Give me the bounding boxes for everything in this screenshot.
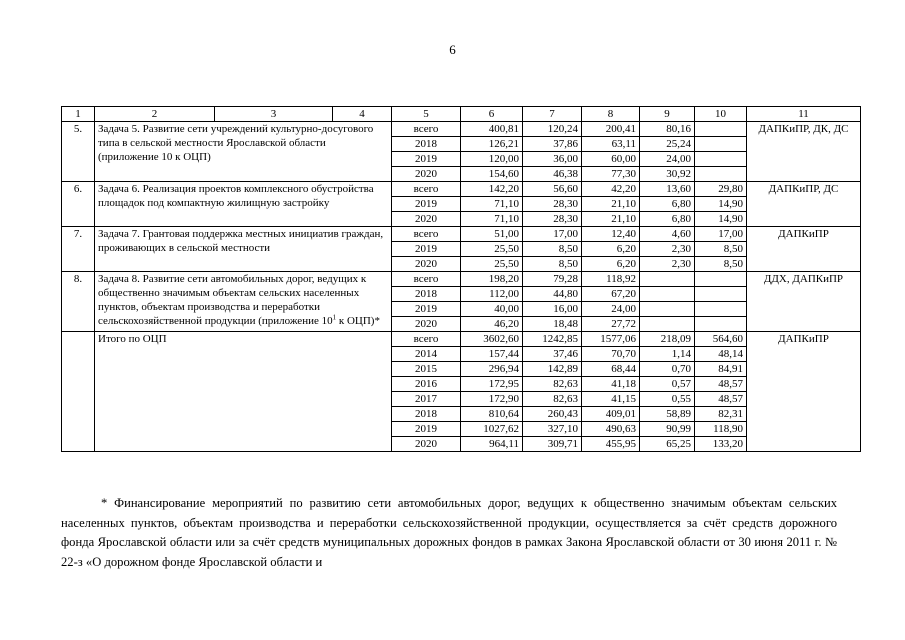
value-cell: 0,70 [640, 362, 695, 377]
value-cell: 172,90 [461, 392, 523, 407]
period-cell: 2014 [392, 347, 461, 362]
value-cell: 6,20 [582, 242, 640, 257]
table-row [62, 332, 861, 347]
value-cell: 79,28 [523, 272, 582, 287]
value-cell: 200,41 [582, 122, 640, 137]
header-cell: 6 [461, 107, 523, 122]
value-cell: 810,64 [461, 407, 523, 422]
header-cell: 10 [695, 107, 747, 122]
table-row [62, 122, 861, 137]
executor-cell: ДАПКиПР [747, 332, 861, 452]
value-cell: 48,14 [695, 347, 747, 362]
value-cell: 14,90 [695, 212, 747, 227]
value-cell: 157,44 [461, 347, 523, 362]
period-cell: 2019 [392, 242, 461, 257]
value-cell: 71,10 [461, 212, 523, 227]
header-row [62, 107, 861, 122]
value-cell [640, 287, 695, 302]
table-row [62, 182, 861, 197]
value-cell: 41,15 [582, 392, 640, 407]
value-cell [695, 302, 747, 317]
financing-table [61, 106, 861, 452]
value-cell: 12,40 [582, 227, 640, 242]
task-text: Задача 5. Развитие сети учреждений культурно-досугового типа в сельской местности Ярославской области (приложение 10 к ОЦП) [98, 123, 374, 163]
value-cell: 18,48 [523, 317, 582, 332]
value-cell: 60,00 [582, 152, 640, 167]
header-cell: 8 [582, 107, 640, 122]
value-cell: 0,57 [640, 377, 695, 392]
value-cell: 964,11 [461, 437, 523, 452]
value-cell: 17,00 [523, 227, 582, 242]
value-cell: 16,00 [523, 302, 582, 317]
value-cell [695, 167, 747, 182]
period-cell: 2019 [392, 422, 461, 437]
value-cell: 36,00 [523, 152, 582, 167]
value-cell: 13,60 [640, 182, 695, 197]
period-cell: всего [392, 272, 461, 287]
value-cell: 490,63 [582, 422, 640, 437]
task-description [95, 332, 392, 452]
period-cell: 2018 [392, 407, 461, 422]
value-cell: 42,20 [582, 182, 640, 197]
period-cell: 2019 [392, 152, 461, 167]
value-cell [695, 272, 747, 287]
value-cell: 409,01 [582, 407, 640, 422]
value-cell: 1027,62 [461, 422, 523, 437]
task-text: Итого по ОЦП [98, 333, 167, 345]
value-cell: 25,50 [461, 257, 523, 272]
task-number: 7. [62, 227, 95, 272]
period-cell: 2017 [392, 392, 461, 407]
value-cell: 25,24 [640, 137, 695, 152]
executor-cell: ДДХ, ДАПКиПР [747, 272, 861, 332]
period-cell: 2018 [392, 287, 461, 302]
value-cell: 71,10 [461, 197, 523, 212]
task-text: Задача 6. Реализация проектов комплексного обустройства площадок под компактную жилищную застройку [98, 183, 374, 209]
value-cell: 154,60 [461, 167, 523, 182]
executor-cell: ДАПКиПР, ДК, ДС [747, 122, 861, 182]
value-cell: 21,10 [582, 197, 640, 212]
value-cell: 46,20 [461, 317, 523, 332]
value-cell [640, 272, 695, 287]
period-cell: 2020 [392, 167, 461, 182]
value-cell: 67,20 [582, 287, 640, 302]
executor-cell: ДАПКиПР [747, 227, 861, 272]
value-cell: 41,18 [582, 377, 640, 392]
header-cell: 11 [747, 107, 861, 122]
header-cell: 1 [62, 107, 95, 122]
value-cell: 1,14 [640, 347, 695, 362]
value-cell: 46,38 [523, 167, 582, 182]
header-cell: 9 [640, 107, 695, 122]
value-cell: 80,16 [640, 122, 695, 137]
executor-cell: ДАПКиПР, ДС [747, 182, 861, 227]
value-cell: 17,00 [695, 227, 747, 242]
value-cell: 90,99 [640, 422, 695, 437]
value-cell: 455,95 [582, 437, 640, 452]
header-cell: 3 [215, 107, 333, 122]
value-cell: 21,10 [582, 212, 640, 227]
value-cell: 120,00 [461, 152, 523, 167]
task-description [95, 182, 392, 227]
value-cell: 28,30 [523, 212, 582, 227]
value-cell: 48,57 [695, 392, 747, 407]
period-cell: всего [392, 122, 461, 137]
value-cell: 400,81 [461, 122, 523, 137]
period-cell: 2020 [392, 317, 461, 332]
value-cell: 14,90 [695, 197, 747, 212]
task-superscript: 1 [332, 313, 337, 322]
task-description [95, 227, 392, 272]
value-cell: 120,24 [523, 122, 582, 137]
value-cell: 296,94 [461, 362, 523, 377]
table-body [62, 107, 861, 452]
value-cell: 0,55 [640, 392, 695, 407]
task-text-tail: к ОЦП)* [336, 315, 380, 327]
table-row [62, 272, 861, 287]
value-cell: 8,50 [695, 242, 747, 257]
value-cell: 327,10 [523, 422, 582, 437]
value-cell: 198,20 [461, 272, 523, 287]
value-cell: 30,92 [640, 167, 695, 182]
period-cell: 2020 [392, 212, 461, 227]
period-cell: 2015 [392, 362, 461, 377]
value-cell [640, 302, 695, 317]
value-cell: 142,20 [461, 182, 523, 197]
value-cell [695, 317, 747, 332]
value-cell: 65,25 [640, 437, 695, 452]
value-cell: 56,60 [523, 182, 582, 197]
value-cell [695, 122, 747, 137]
value-cell: 2,30 [640, 257, 695, 272]
task-description [95, 272, 392, 332]
period-cell: всего [392, 227, 461, 242]
task-number: 8. [62, 272, 95, 332]
value-cell: 25,50 [461, 242, 523, 257]
value-cell: 8,50 [523, 242, 582, 257]
value-cell [695, 287, 747, 302]
period-cell: всего [392, 182, 461, 197]
value-cell: 309,71 [523, 437, 582, 452]
value-cell: 24,00 [640, 152, 695, 167]
value-cell: 82,31 [695, 407, 747, 422]
header-cell: 4 [333, 107, 392, 122]
value-cell: 142,89 [523, 362, 582, 377]
value-cell: 37,46 [523, 347, 582, 362]
value-cell: 260,43 [523, 407, 582, 422]
value-cell: 70,70 [582, 347, 640, 362]
task-description [95, 122, 392, 182]
table-row [62, 227, 861, 242]
value-cell: 68,44 [582, 362, 640, 377]
value-cell: 29,80 [695, 182, 747, 197]
value-cell: 172,95 [461, 377, 523, 392]
value-cell: 63,11 [582, 137, 640, 152]
task-text: Задача 7. Грантовая поддержка местных инициатив граждан, проживающих в сельской местности [98, 228, 384, 254]
value-cell: 84,91 [695, 362, 747, 377]
period-cell: 2016 [392, 377, 461, 392]
value-cell: 218,09 [640, 332, 695, 347]
header-cell: 7 [523, 107, 582, 122]
period-cell: 2020 [392, 437, 461, 452]
value-cell: 48,57 [695, 377, 747, 392]
value-cell: 58,89 [640, 407, 695, 422]
value-cell: 28,30 [523, 197, 582, 212]
period-cell: всего [392, 332, 461, 347]
value-cell: 1577,06 [582, 332, 640, 347]
value-cell: 6,20 [582, 257, 640, 272]
value-cell: 4,60 [640, 227, 695, 242]
value-cell: 564,60 [695, 332, 747, 347]
value-cell: 112,00 [461, 287, 523, 302]
value-cell: 6,80 [640, 212, 695, 227]
value-cell: 2,30 [640, 242, 695, 257]
period-cell: 2018 [392, 137, 461, 152]
value-cell [695, 137, 747, 152]
value-cell: 44,80 [523, 287, 582, 302]
value-cell: 24,00 [582, 302, 640, 317]
task-text: Задача 8. Развитие сети автомобильных дорог, ведущих к общественно значимым объектам сельских населенных пунктов, объектам производства и переработки сельскохозяйственной продукции (приложение 10 [98, 273, 367, 327]
value-cell: 118,90 [695, 422, 747, 437]
value-cell [695, 152, 747, 167]
value-cell: 133,20 [695, 437, 747, 452]
value-cell [640, 317, 695, 332]
task-number: 6. [62, 182, 95, 227]
task-number [62, 332, 95, 452]
footnote: * Финансирование мероприятий по развитию сети автомобильных дорог, ведущих к общественно значимым объектам сельских населенных пунктов, объектам производства и переработки сельскохозяйственной продукции, осуществляется за счёт средств дорожного фонда Ярославской области или за счёт средств муниципальных дорожных фондов в рамках Закона Ярославской области от 30 июня 2011 г. № 22-з «О дорожном фонде Ярославской области и [61, 496, 837, 569]
value-cell: 51,00 [461, 227, 523, 242]
period-cell: 2019 [392, 302, 461, 317]
period-cell: 2020 [392, 257, 461, 272]
value-cell: 8,50 [695, 257, 747, 272]
value-cell: 82,63 [523, 392, 582, 407]
period-cell: 2019 [392, 197, 461, 212]
value-cell: 6,80 [640, 197, 695, 212]
value-cell: 27,72 [582, 317, 640, 332]
value-cell: 8,50 [523, 257, 582, 272]
value-cell: 40,00 [461, 302, 523, 317]
value-cell: 126,21 [461, 137, 523, 152]
value-cell: 3602,60 [461, 332, 523, 347]
value-cell: 82,63 [523, 377, 582, 392]
value-cell: 118,92 [582, 272, 640, 287]
value-cell: 1242,85 [523, 332, 582, 347]
task-number: 5. [62, 122, 95, 182]
header-cell: 5 [392, 107, 461, 122]
page-number: 6 [449, 42, 456, 57]
value-cell: 77,30 [582, 167, 640, 182]
header-cell: 2 [95, 107, 215, 122]
value-cell: 37,86 [523, 137, 582, 152]
